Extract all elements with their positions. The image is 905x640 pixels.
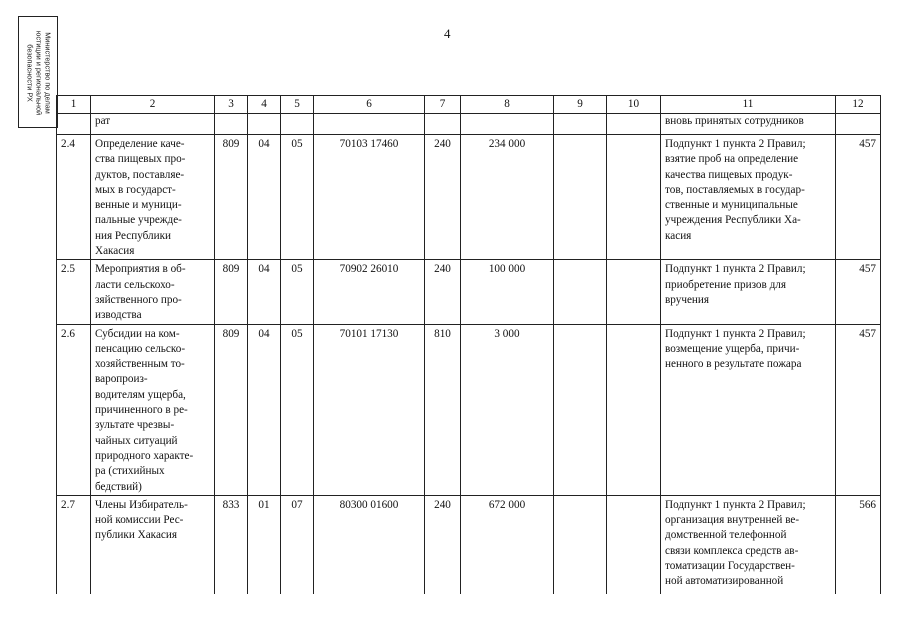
continuation-name: рат [91,114,215,135]
stamp-line: Министерство по делам [43,32,53,114]
empty-cell [607,114,661,135]
table-row [57,324,881,495]
col-10-value [607,260,661,324]
header-cell: 11 [661,96,836,114]
header-cell: 1 [57,96,91,114]
stamp-text [26,19,53,127]
item-number: 2.4 [57,135,91,260]
col-7-value: 240 [425,135,461,260]
col-6-value: 70902 26010 [314,260,425,324]
col-3-value: 809 [215,135,248,260]
continuation-row [57,114,881,135]
col-9-value [554,260,607,324]
budget-table [56,95,881,594]
amount: 100 000 [461,260,554,324]
table-row [57,260,881,324]
empty-cell [554,114,607,135]
amount: 3 000 [461,324,554,495]
item-name: Мероприятия в об- ласти сельскохо- зяйственного про- изводства [91,260,215,324]
continuation-basis: вновь принятых сотрудников [661,114,836,135]
col-9-value [554,495,607,594]
table-row [57,495,881,594]
col-3-value: 809 [215,324,248,495]
header-cell: 8 [461,96,554,114]
ministry-stamp [18,16,58,128]
col-6-value: 70103 17460 [314,135,425,260]
header-cell: 4 [248,96,281,114]
col-5-value: 05 [281,135,314,260]
col-12-value: 457 [836,324,881,495]
header-cell: 2 [91,96,215,114]
empty-cell [57,114,91,135]
stamp-line: юстиции и региональной [34,30,44,116]
header-cell: 12 [836,96,881,114]
header-cell: 10 [607,96,661,114]
basis-text: Подпункт 1 пункта 2 Правил; организация внутренней ве- домственной телефонной связи комплекса средств ав- томатизации Государствен- ной автоматизированной [661,495,836,594]
item-number: 2.7 [57,495,91,594]
item-name: Определение каче- ства пищевых про- дуктов, поставляе- мых в государст- венные и муници- пальные учрежде- ния Республики Хакасия [91,135,215,260]
header-cell: 7 [425,96,461,114]
col-3-value: 809 [215,260,248,324]
col-10-value [607,135,661,260]
col-9-value [554,135,607,260]
header-cell: 5 [281,96,314,114]
header-cell: 9 [554,96,607,114]
basis-text: Подпункт 1 пункта 2 Правил; приобретение призов для вручения [661,260,836,324]
col-6-value: 80300 01600 [314,495,425,594]
item-number: 2.5 [57,260,91,324]
col-12-value: 566 [836,495,881,594]
empty-cell [281,114,314,135]
amount: 234 000 [461,135,554,260]
stamp-line: безопасности РХ [25,44,35,102]
empty-cell [248,114,281,135]
table-row [57,135,881,260]
col-4-value: 01 [248,495,281,594]
col-7-value: 240 [425,260,461,324]
col-6-value: 70101 17130 [314,324,425,495]
item-name: Члены Избиратель- ной комиссии Рес- публики Хакасия [91,495,215,594]
item-name: Субсидии на ком- пенсацию сельско- хозяйственным то- варопроиз- водителям ущерба, причиненного в ре- зультате чрезвы- чайных ситуаций природного характе- ра (стихийных бедствий) [91,324,215,495]
col-4-value: 04 [248,324,281,495]
empty-cell [425,114,461,135]
col-10-value [607,495,661,594]
header-row [57,96,881,114]
col-5-value: 05 [281,260,314,324]
basis-text: Подпункт 1 пункта 2 Правил; возмещение ущерба, причи- ненного в результате пожара [661,324,836,495]
empty-cell [836,114,881,135]
col-4-value: 04 [248,260,281,324]
header-cell: 6 [314,96,425,114]
col-5-value: 07 [281,495,314,594]
item-number: 2.6 [57,324,91,495]
col-12-value: 457 [836,135,881,260]
amount: 672 000 [461,495,554,594]
col-10-value [607,324,661,495]
col-5-value: 05 [281,324,314,495]
col-7-value: 240 [425,495,461,594]
col-3-value: 833 [215,495,248,594]
page-number: 4 [444,26,451,41]
empty-cell [314,114,425,135]
col-9-value [554,324,607,495]
header-cell: 3 [215,96,248,114]
empty-cell [461,114,554,135]
basis-text: Подпункт 1 пункта 2 Правил; взятие проб на определение качества пищевых продук- тов, поставляемых в государ- ственные и муниципальные учреждения Республики Ха- касия [661,135,836,260]
empty-cell [215,114,248,135]
col-4-value: 04 [248,135,281,260]
col-12-value: 457 [836,260,881,324]
col-7-value: 810 [425,324,461,495]
